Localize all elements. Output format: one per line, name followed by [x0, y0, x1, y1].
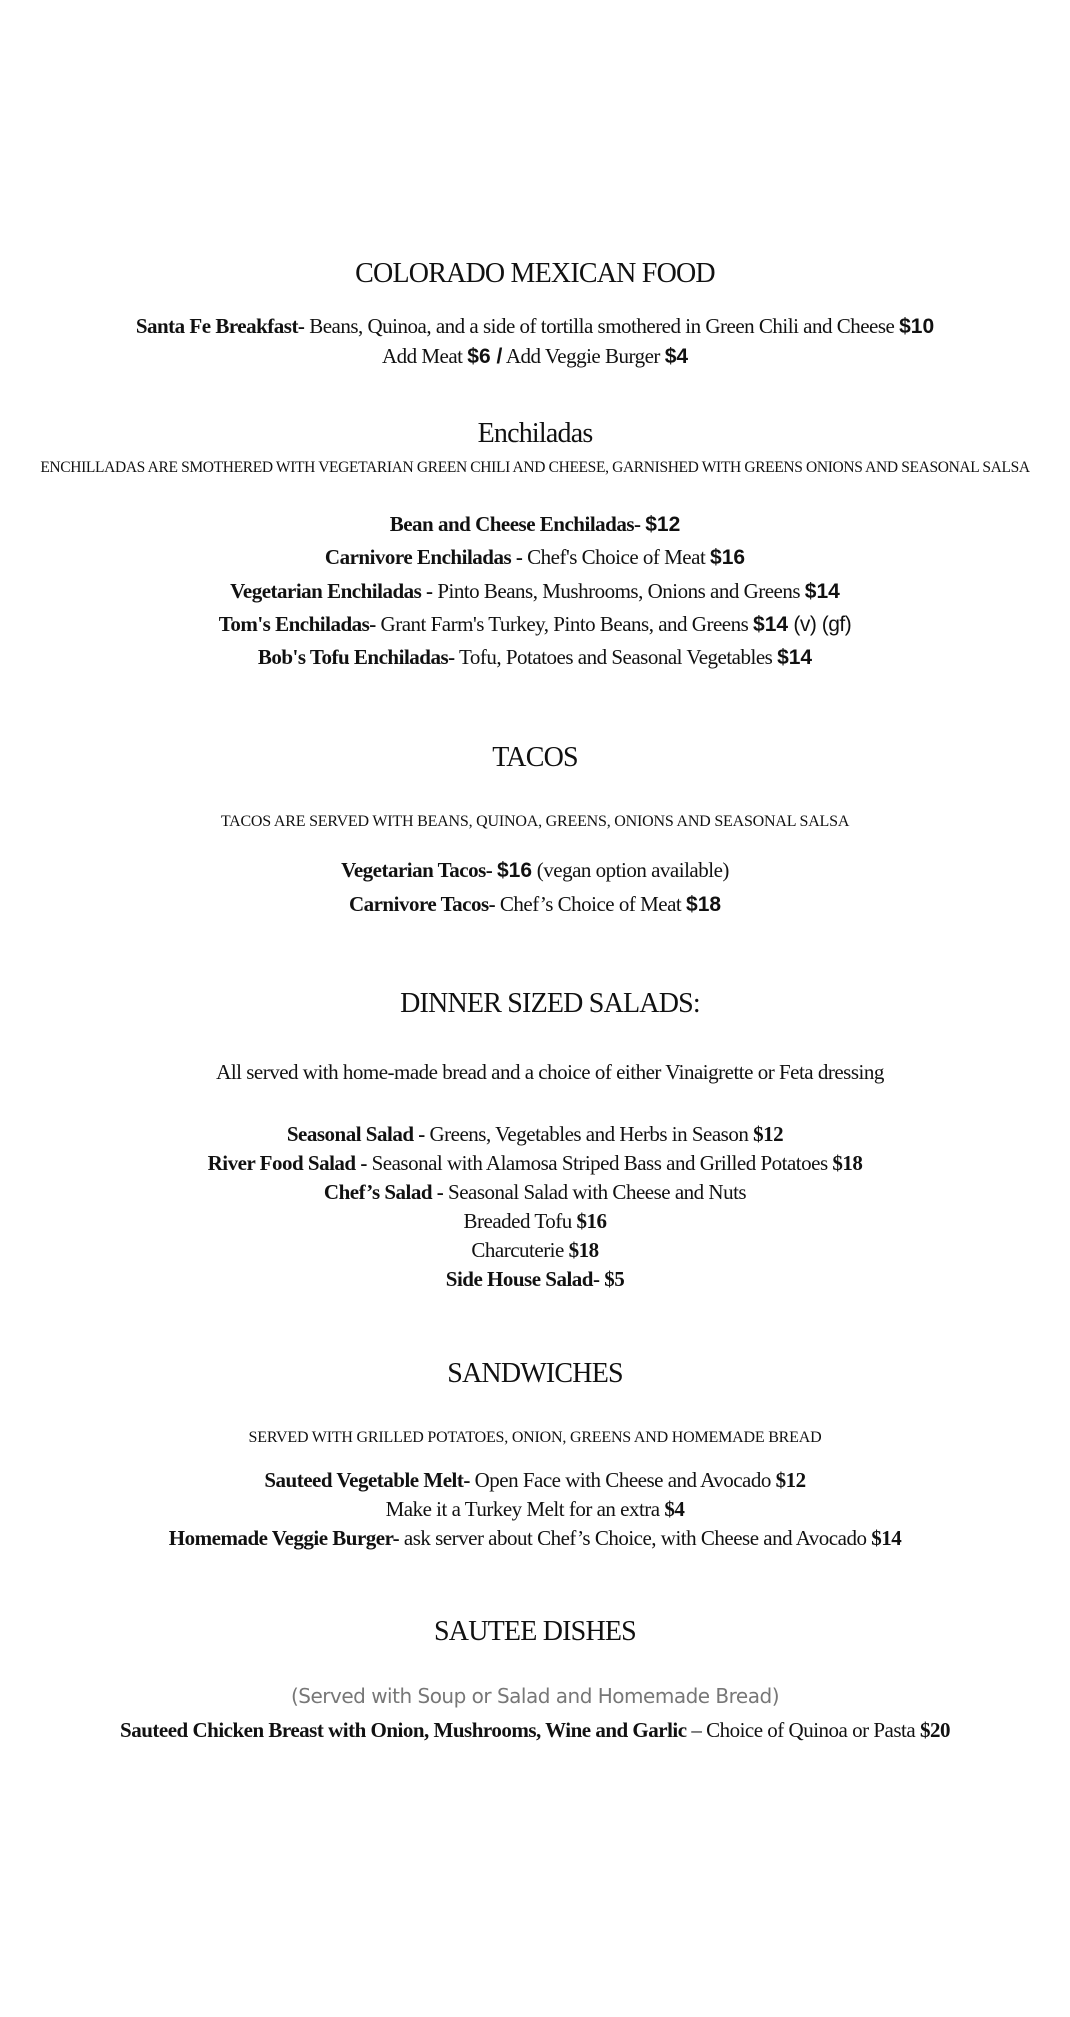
- menu-item: [0, 1124, 1070, 1145]
- item-desc: Open Face with Cheese and Avocado: [469, 1468, 776, 1492]
- item-price: $18: [686, 893, 722, 916]
- menu-option: [0, 1211, 1070, 1232]
- menu-item: [0, 1182, 1070, 1203]
- option-desc: Breaded Tofu: [463, 1209, 577, 1233]
- item-name: Bean and Cheese Enchiladas-: [389, 512, 641, 536]
- section-title-colorado: COLORADO MEXICAN FOOD: [355, 258, 715, 289]
- menu-item-side-salad: [0, 1269, 1070, 1290]
- menu-option: [0, 1240, 1070, 1261]
- item-desc: Seasonal with Alamosa Striped Bass and Grilled Potatoes: [366, 1151, 833, 1175]
- item-desc: Chef's Choice of Meat: [522, 545, 711, 569]
- item-desc: Beans, Quinoa, and a side of tortilla smothered in Green Chili and Cheese: [304, 314, 900, 338]
- item-desc: – Choice of Quinoa or Pasta: [686, 1718, 920, 1742]
- item-desc: Tofu, Potatoes and Seasonal Vegetables: [454, 645, 778, 669]
- section-note-sautee: (Served with Soup or Salad and Homemade Bread): [290, 1684, 779, 1708]
- menu-item: [0, 1470, 1070, 1491]
- section-subtitle-enchiladas: ENCHILLADAS ARE SMOTHERED WITH VEGETARIAN GREEN CHILI AND CHEESE, GARNISHED WITH GREENS ONIONS AND SEASONAL SALSA: [40, 459, 1030, 476]
- section-title-salads: DINNER SIZED SALADS:: [400, 988, 700, 1019]
- item-name: Chef’s Salad -: [323, 1180, 444, 1204]
- section-subtitle-tacos: TACOS ARE SERVED WITH BEANS, QUINOA, GREENS, ONIONS AND SEASONAL SALSA: [220, 813, 850, 830]
- option-price: $16: [576, 1209, 607, 1233]
- section-title-enchiladas: Enchiladas: [477, 418, 593, 449]
- menu-item: [0, 1720, 1070, 1741]
- addon-text: Make it a Turkey Melt for an extra: [385, 1497, 665, 1521]
- section-title-sautee: SAUTEE DISHES: [434, 1616, 636, 1647]
- option-desc: Charcuterie: [471, 1238, 569, 1262]
- item-name: Sauteed Vegetable Melt-: [264, 1468, 470, 1492]
- item-name: Seasonal Salad -: [286, 1122, 425, 1146]
- item-name: Santa Fe Breakfast-: [135, 314, 305, 338]
- menu-item-santa-fe: [0, 316, 1070, 337]
- section-intro-salads: All served with home-made bread and a choice of either Vinaigrette or Feta dressing: [216, 1060, 884, 1084]
- item-price: $20: [919, 1718, 950, 1742]
- addon-price: $6 /: [467, 345, 503, 368]
- menu-item: [0, 614, 1070, 635]
- item-name: River Food Salad -: [207, 1151, 367, 1175]
- section-subtitle-sandwiches: SERVED WITH GRILLED POTATOES, ONION, GREENS AND HOMEMADE BREAD: [248, 1429, 822, 1446]
- item-desc: Chef’s Choice of Meat: [495, 892, 687, 916]
- item-name: Homemade Veggie Burger-: [168, 1526, 400, 1550]
- item-desc: Seasonal Salad with Cheese and Nuts: [443, 1180, 747, 1204]
- menu-item: [0, 1528, 1070, 1549]
- item-price: $12: [645, 513, 681, 536]
- item-price: $12: [753, 1122, 784, 1146]
- menu-addon-line: [0, 346, 1070, 367]
- menu-item: [0, 1153, 1070, 1174]
- section-title-tacos: TACOS: [492, 742, 578, 773]
- menu-item: [0, 647, 1070, 668]
- item-price: $18: [832, 1151, 863, 1175]
- menu-item: [0, 514, 1070, 535]
- item-name: Side House Salad- $5: [445, 1267, 625, 1291]
- item-name: Carnivore Enchiladas -: [324, 545, 523, 569]
- item-price: $16: [497, 859, 533, 882]
- item-desc: Greens, Vegetables and Herbs in Season: [424, 1122, 754, 1146]
- menu-item: [0, 860, 1070, 881]
- option-price: $18: [568, 1238, 599, 1262]
- item-name: Vegetarian Tacos-: [341, 858, 493, 882]
- item-price: $14: [777, 646, 813, 669]
- addon-price: $4: [664, 1497, 685, 1521]
- menu-addon-line: [0, 1499, 1070, 1520]
- menu-item: [0, 581, 1070, 602]
- item-price: $14: [804, 580, 840, 603]
- item-name: Carnivore Tacos-: [348, 892, 496, 916]
- item-price: $12: [775, 1468, 806, 1492]
- section-title-sandwiches: SANDWICHES: [447, 1358, 623, 1389]
- item-name: Sauteed Chicken Breast with Onion, Mushrooms, Wine and Garlic: [120, 1718, 687, 1742]
- item-name: Vegetarian Enchiladas -: [230, 579, 433, 603]
- item-desc: ask server about Chef’s Choice, with Cheese and Avocado: [399, 1526, 872, 1550]
- menu-item: [0, 547, 1070, 568]
- item-name: Bob's Tofu Enchiladas-: [257, 645, 455, 669]
- item-note: (v) (gf): [788, 613, 852, 636]
- item-price: $16: [710, 546, 746, 569]
- item-desc: (vegan option available): [532, 858, 729, 882]
- addon-text: Add Veggie Burger: [502, 344, 665, 368]
- addon-price: $4: [664, 345, 689, 368]
- item-name: Tom's Enchiladas-: [218, 612, 376, 636]
- item-desc: Grant Farm's Turkey, Pinto Beans, and Greens: [375, 612, 754, 636]
- item-desc: Pinto Beans, Mushrooms, Onions and Greens: [432, 579, 805, 603]
- item-price: $14: [753, 613, 789, 636]
- addon-text: Add Meat: [381, 344, 468, 368]
- menu-item: [0, 894, 1070, 915]
- item-price: $14: [871, 1526, 902, 1550]
- item-price: $10: [899, 315, 935, 338]
